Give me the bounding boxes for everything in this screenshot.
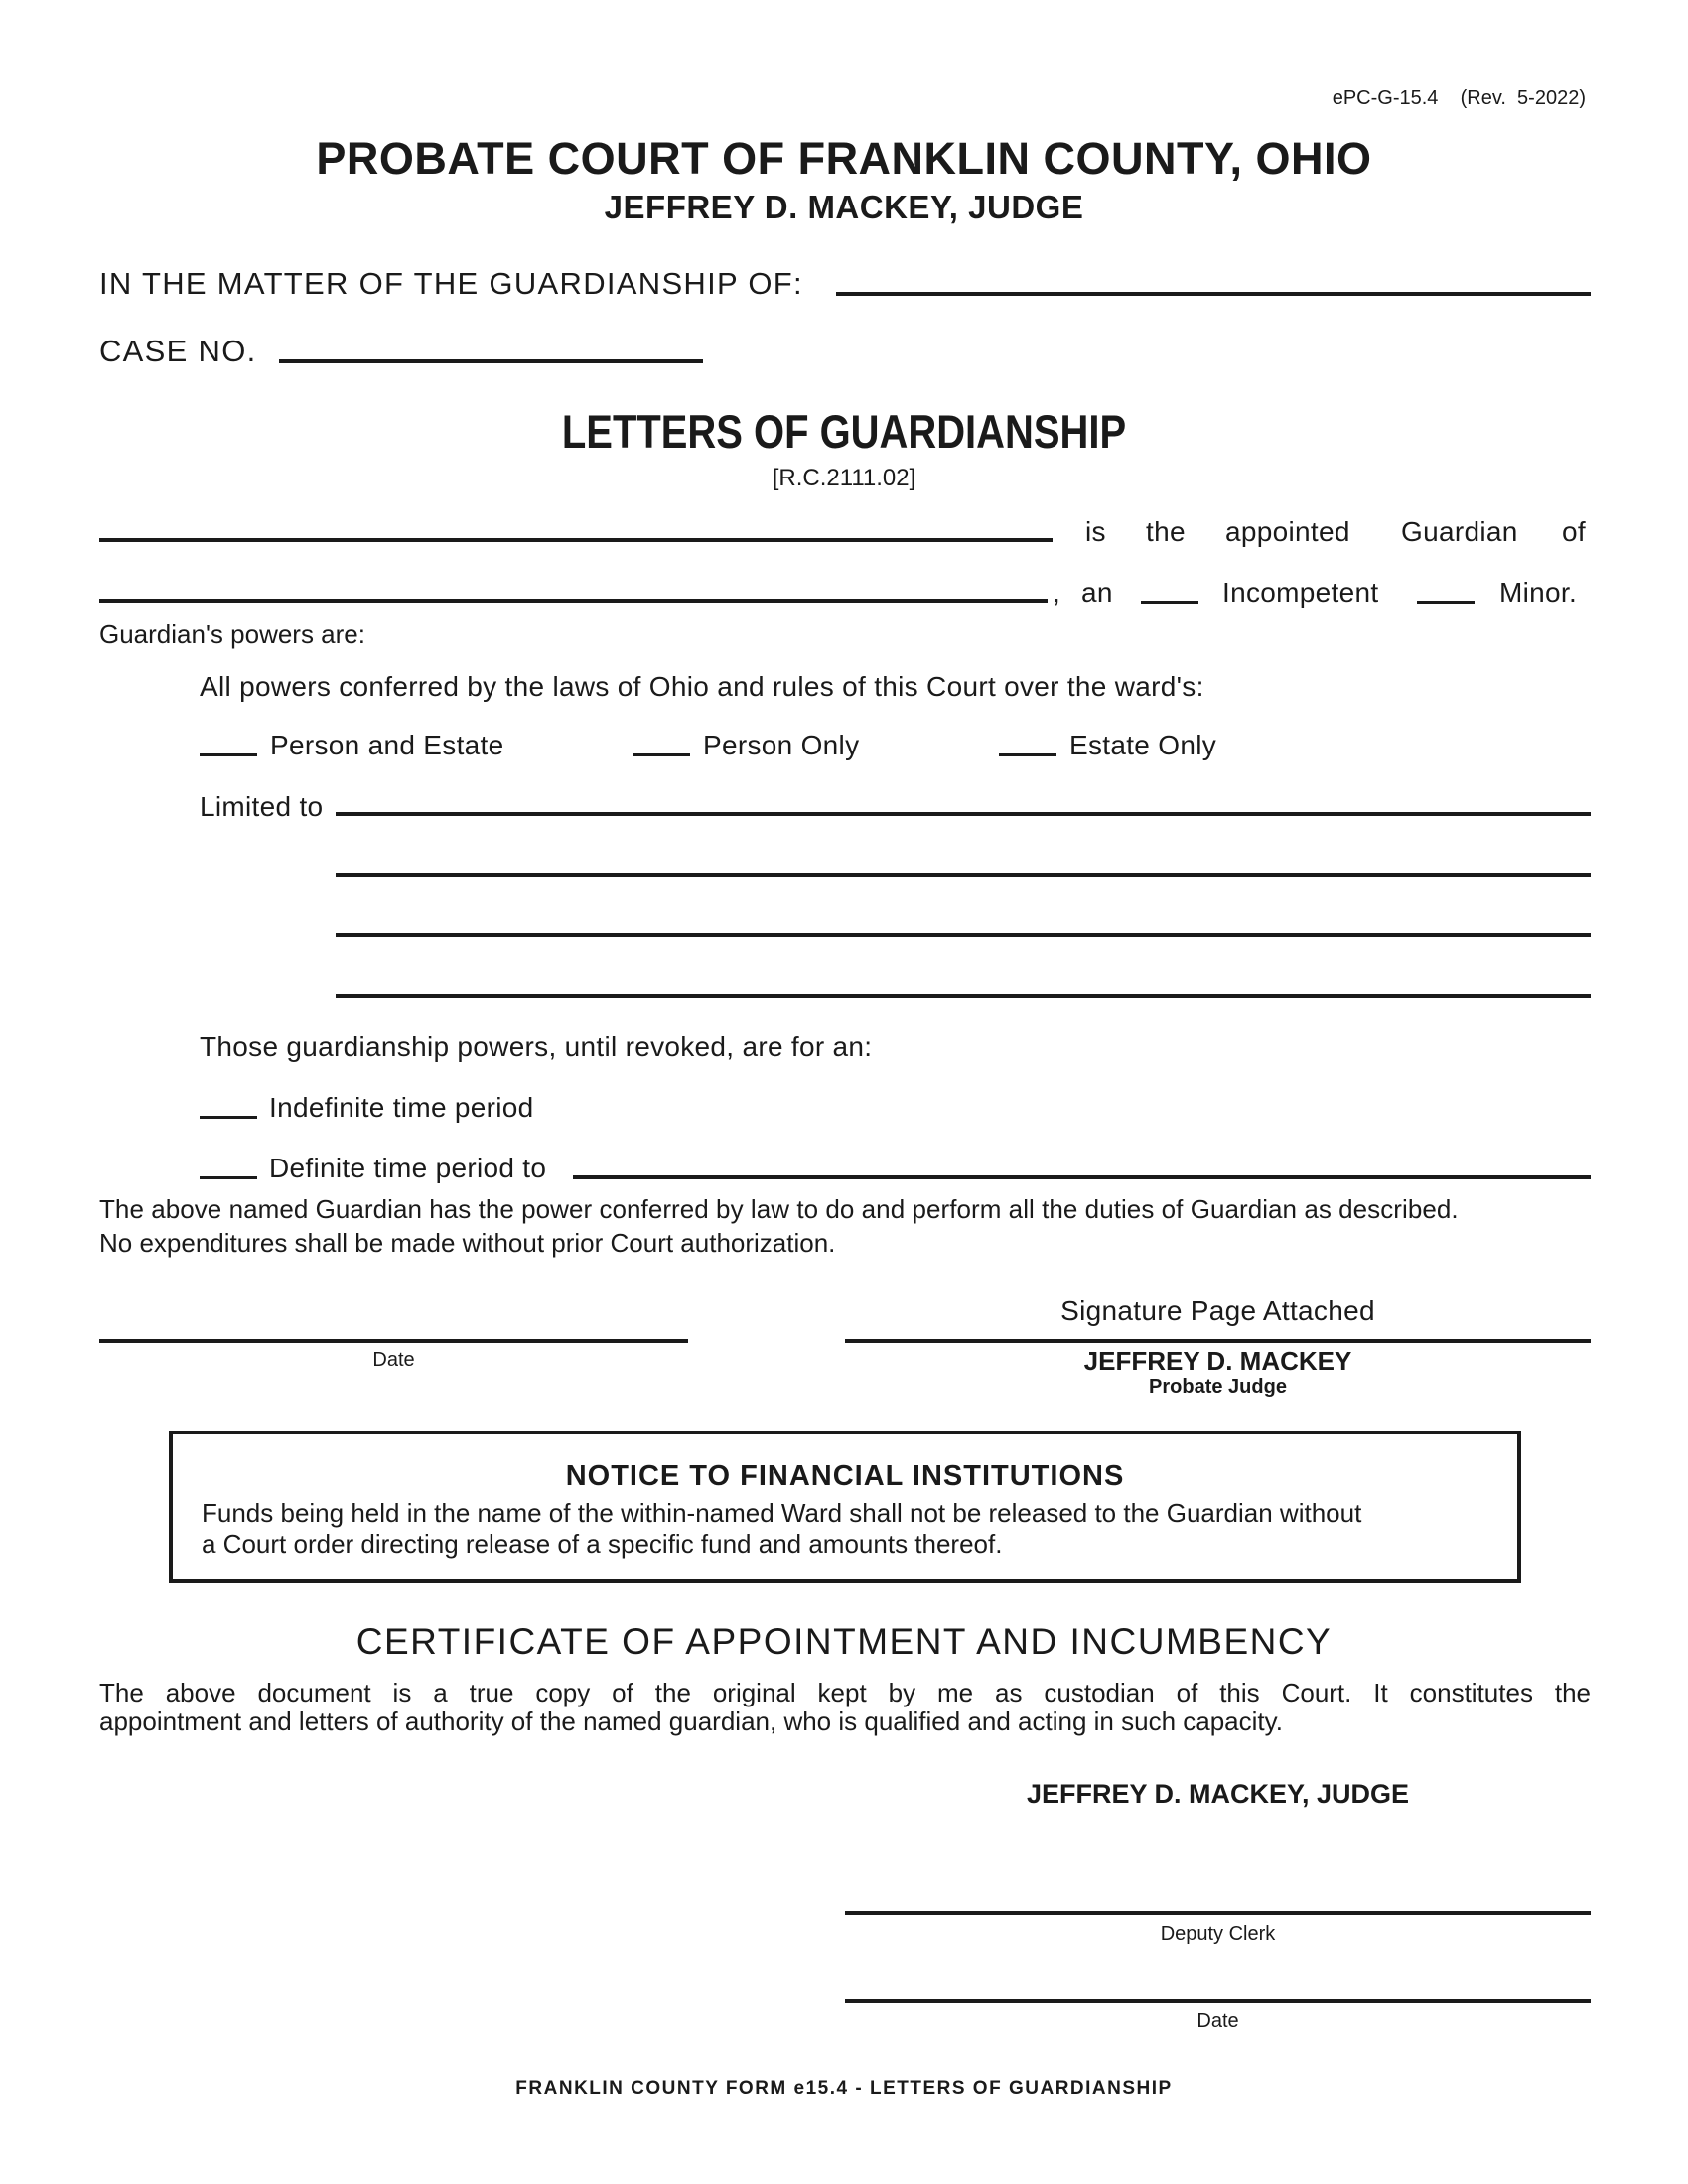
incompetent-checkbox[interactable] bbox=[1141, 601, 1198, 604]
ward-comma: , bbox=[1053, 577, 1061, 608]
duration-label: Those guardianship powers, until revoked, are for an: bbox=[200, 1031, 873, 1062]
signature-attached-note: Signature Page Attached bbox=[1060, 1296, 1375, 1326]
certificate-judge: JEFFREY D. MACKEY, JUDGE bbox=[1026, 1779, 1410, 1809]
court-heading: PROBATE COURT OF FRANKLIN COUNTY, OHIO bbox=[316, 133, 1372, 184]
notice-title: NOTICE TO FINANCIAL INSTITUTIONS bbox=[565, 1460, 1125, 1492]
judge-heading: JEFFREY D. MACKEY, JUDGE bbox=[604, 189, 1084, 225]
certificate-title: CERTIFICATE OF APPOINTMENT AND INCUMBENCY bbox=[355, 1621, 1333, 1662]
certificate-line-2: appointment and letters of authority of the named guardian, who is qualified and acting in such capacity. bbox=[99, 1706, 1283, 1736]
limited-to-line-2[interactable] bbox=[336, 873, 1591, 877]
deputy-clerk-signature-field[interactable] bbox=[845, 1911, 1591, 1915]
all-powers-text: All powers conferred by the laws of Ohio and rules of this Court over the ward's: bbox=[200, 671, 1204, 702]
statute-reference: [R.C.2111.02] bbox=[772, 465, 916, 491]
notice-box bbox=[169, 1431, 1521, 1583]
limited-to-line-3[interactable] bbox=[336, 933, 1591, 937]
order-date-field[interactable] bbox=[99, 1339, 688, 1343]
person-only-checkbox[interactable] bbox=[633, 753, 690, 756]
notice-line-1: Funds being held in the name of the within-named Ward shall not be released to the Guardian without bbox=[202, 1498, 1362, 1528]
case-no-field[interactable] bbox=[279, 359, 703, 363]
appointed-word-appointed: appointed bbox=[1225, 516, 1350, 547]
ward-name-field[interactable] bbox=[836, 292, 1591, 296]
document-title: LETTERS OF GUARDIANSHIP bbox=[561, 405, 1127, 458]
definite-label: Definite time period to bbox=[269, 1153, 547, 1183]
person-only-label: Person Only bbox=[703, 730, 860, 760]
notice-line-2: a Court order directing release of a specific fund and amounts thereof. bbox=[202, 1529, 1003, 1559]
appointed-word-is: is bbox=[1085, 516, 1106, 547]
form-id: ePC-G-15.4 (Rev. 5-2022) bbox=[1332, 87, 1586, 109]
certificate-line-1: The above document is a true copy of the original kept by me as custodian of this Court. It constitutes the bbox=[99, 1678, 1591, 1707]
signature-judge-title: Probate Judge bbox=[1149, 1376, 1287, 1398]
order-date-label: Date bbox=[372, 1349, 415, 1371]
certificate-date-label: Date bbox=[1196, 2010, 1239, 2032]
ward-line-field[interactable] bbox=[99, 599, 1048, 603]
minor-label: Minor. bbox=[1499, 577, 1578, 608]
guardian-name-field[interactable] bbox=[99, 538, 1053, 542]
definite-checkbox[interactable] bbox=[200, 1176, 257, 1179]
footer: FRANKLIN COUNTY FORM e15.4 - LETTERS OF GUARDIANSHIP bbox=[515, 2078, 1173, 2099]
duty-text-1: The above named Guardian has the power conferred by law to do and perform all the duties of Guardian as described. bbox=[99, 1194, 1459, 1224]
appointed-word-the: the bbox=[1146, 516, 1186, 547]
definite-date-field[interactable] bbox=[573, 1175, 1591, 1179]
appointed-word-guardian: Guardian bbox=[1401, 516, 1518, 547]
limited-to-line-4[interactable] bbox=[336, 994, 1591, 998]
minor-checkbox[interactable] bbox=[1417, 601, 1475, 604]
limited-to-label: Limited to bbox=[200, 791, 324, 822]
indefinite-checkbox[interactable] bbox=[200, 1116, 257, 1119]
person-and-estate-checkbox[interactable] bbox=[200, 753, 257, 756]
ward-an: an bbox=[1081, 577, 1113, 608]
incompetent-label: Incompetent bbox=[1222, 577, 1379, 608]
limited-to-line-1[interactable] bbox=[336, 812, 1591, 816]
certificate-date-field[interactable] bbox=[845, 1999, 1591, 2003]
matter-label: IN THE MATTER OF THE GUARDIANSHIP OF: bbox=[99, 266, 803, 301]
signature-judge-name: JEFFREY D. MACKEY bbox=[1083, 1346, 1352, 1376]
estate-only-checkbox[interactable] bbox=[999, 753, 1056, 756]
estate-only-label: Estate Only bbox=[1069, 730, 1217, 760]
indefinite-label: Indefinite time period bbox=[269, 1092, 534, 1123]
deputy-clerk-label: Deputy Clerk bbox=[1160, 1923, 1276, 1945]
judge-signature-line bbox=[845, 1339, 1591, 1343]
duty-text-2: No expenditures shall be made without prior Court authorization. bbox=[99, 1228, 836, 1258]
person-and-estate-label: Person and Estate bbox=[270, 730, 504, 760]
appointed-word-of: of bbox=[1562, 516, 1586, 547]
case-no-label: CASE NO. bbox=[99, 334, 257, 368]
powers-label: Guardian's powers are: bbox=[99, 619, 365, 649]
